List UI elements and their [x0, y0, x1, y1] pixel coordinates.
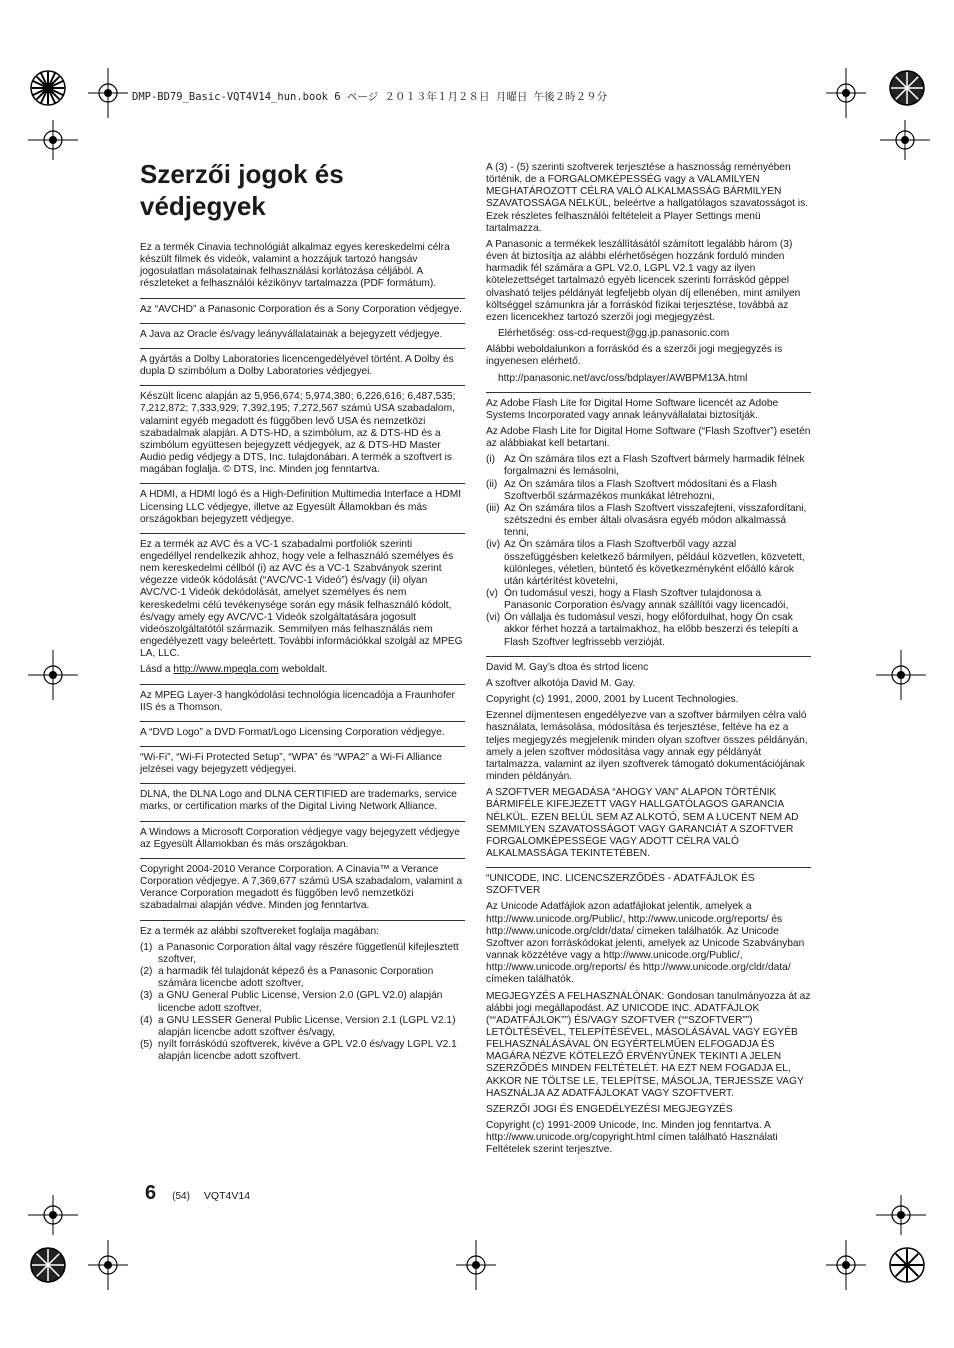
flash-section: [486, 398, 811, 657]
paragraph: Az Adobe Flash Lite for Digital Home Software (“Flash Szoftver”) esetén az alábbiakat kell betartani.: [486, 425, 811, 450]
print-header: DMP-BD79_Basic-VQT4V14_hun.book 6 ページ ２０１３年１月２８日 月曜日 午後２時２９分: [132, 91, 608, 103]
document-code: VQT4V14: [203, 1190, 251, 1202]
page-title-line-1: Szerzői jogok és: [140, 159, 344, 189]
dvd-logo-notice: [140, 727, 465, 747]
see-prefix: Lásd a: [140, 664, 174, 676]
registration-mark-bottom-right-icon: [887, 1245, 927, 1285]
list-item-text: Az Ön számára tilos a Flash Szoftverből vagy azzal összefüggésben keletkező bármilyen, például közvetlen, közvetett, különleges, véletlen, büntető és következményként előálló károk után kártérítést követelni,: [504, 539, 805, 587]
avchd-notice: [140, 304, 465, 324]
list-item: [140, 990, 465, 1014]
paragraph: A gyártás a Dolby Laboratories licencengedélyével történt. A Dolby és dupla D szimbólum a Dolby Laboratories védjegyei.: [140, 353, 454, 378]
crosshair-mark-right-bottom-icon: [876, 1195, 926, 1235]
list-item-text: nyílt forráskódú szoftverek, kivéve a GPL V2.0 és/vagy LGPL V2.1 alapján licencbe adott szoftvert.: [158, 1038, 457, 1063]
list-item-text: Az Ön számára tilos a Flash Szoftvert módosítani és a Flash Szoftverből származékos munkákat létrehozni,: [504, 478, 777, 502]
list-item-text: Az Ön számára tilos a Flash Szoftvert visszafejteni, visszafordítani, szétszedni és ember általi olvasásra egyéb módon alkalmassá tenni,: [504, 502, 807, 539]
paragraph: Az Unicode Adatfájlok azon adatfájlokat jelentik, amelyek a http://www.unicode.org/Public/, http://www.unicode.org/reports/ és http://www.unicode.org/cldr/data/ címeken találhatók. Az Unicode Szoftver azon forráskódokat jelenti, amelyek az Unicode Szabványban vannak közzétéve vagy a http://www.unicode.org/Public/, http://www.unicode.org/reports/ és http://www.unicode.org/cldr/data/ címeken találhatók.: [486, 901, 805, 986]
paragraph: Ez a termék Cinavia technológiát alkalmaz egyes kereskedelmi célra készült filmek és videók, valamint a hozzájuk tartozó hangsáv jogosulatlan másolatainak felhasználási korlátozása céljából. A részleteket a felhasználói kézikönyv tartalmazza (PDF formátum).: [140, 242, 450, 290]
paragraph: Copyright (c) 1991-2009 Unicode, Inc. Minden jog fenntartva. A http://www.unicode.org/copyright.html címen található Használati Feltételek szerint terjesztve.: [486, 1120, 778, 1156]
paragraph: SZERZŐI JOGI ÉS ENGEDÉLYEZÉSI MEGJEGYZÉS: [486, 1103, 733, 1115]
list-item: [486, 612, 811, 648]
list-item: [140, 942, 465, 966]
crosshair-mark-right-middle-icon: [876, 650, 926, 700]
list-item: [486, 454, 811, 478]
list-item: [140, 966, 465, 990]
list-item-number: (ii): [486, 478, 498, 490]
list-item-text: Ön tudomásul veszi, hogy a Flash Szoftver tulajdonosa a Panasonic Corporation és/vagy annak szállítói vagy licencadói,: [504, 588, 789, 612]
paragraph: Az MPEG Layer-3 hangkódolási technológia licencadója a Fraunhofer IIS és a Thomson.: [140, 689, 455, 713]
page-title: [140, 158, 465, 222]
crosshair-mark-top-left-icon: [88, 68, 128, 118]
list-item-number: (vi): [486, 612, 501, 624]
paragraph: Ez a termék az alábbi szoftvereket foglalja magában:: [140, 925, 379, 937]
dtoa-section: [486, 662, 811, 868]
page-number: 6: [145, 1182, 157, 1204]
registration-mark-top-right-icon: [887, 68, 927, 108]
cinavia-notice: [140, 242, 465, 299]
hdmi-notice: [140, 489, 465, 533]
page-reference: (54): [172, 1191, 190, 1202]
paragraph: Alábbi weboldalunkon a forráskód és a szerzői jogi megjegyzés is ingyenesen elérhető.: [486, 344, 783, 368]
mp3-notice: [140, 690, 465, 722]
java-notice: [140, 329, 465, 349]
list-item-text: a GNU General Public License, Version 2.0 (GPL V2.0) alapján licencbe adott szoftver,: [158, 990, 443, 1014]
paragraph: A (3) - (5) szerinti szoftverek terjesztése a hasznosság reményében történik, de a FORGALOMKÉPESSÉG vagy a VALAMILYEN MEGHATÁROZOTT CÉLRA VALÓ ALKALMASSÁG BÁRMILYEN SZAVATOSSÁGA NÉLKÜL, beleértve a hallgatólagos szavatosságot is. Ezek részletes felhasználói feltételeit a Player Settings menü tartalmazza.: [486, 162, 809, 234]
paragraph: A SZOFTVER MEGADÁSA “AHOGY VAN” ALAPON TÖRTÉNIK BÁRMIFÉLE KIFEJEZETT VAGY HALLGATÓLAGOS GARANCIA NÉLKÜL. EZEN BELÜL SEM AZ ALKOTÓ, SEM A LUCENT NEM AD SEMMILYEN SZAVATOSSÁGOT VAGY GARANCIÁT A SZOFTVER FORGALOMKÉPESSÉGE VAGY ADOTT CÉLRA VALÓ ALKALMASSÁGA TEKINTETÉBEN.: [486, 787, 799, 859]
paragraph: A szoftver alkotója David M. Gay.: [486, 677, 636, 689]
list-item-text: a GNU LESSER General Public License, Version 2.1 (LGPL V2.1) alapján licencbe adott szoftver és/vagy,: [158, 1014, 456, 1038]
list-item-number: (v): [486, 588, 498, 599]
paragraph: “Wi-Fi”, “Wi-Fi Protected Setup”, “WPA” és “WPA2” a Wi-Fi Alliance jelzései vagy bejegyzett védjegyei.: [140, 752, 442, 776]
software-list: [140, 942, 465, 1064]
paragraph: A Windows a Microsoft Corporation védjegye vagy bejegyzett védjegye az Egyesült Államokban és más országokban.: [140, 826, 460, 850]
page-title-line-2: védjegyek: [140, 191, 266, 221]
list-item-number: (2): [140, 966, 153, 978]
software-list-section: [140, 926, 465, 1071]
gpl-section: [486, 162, 811, 393]
list-item-number: (5): [140, 1038, 153, 1050]
crosshair-mark-top-right-icon: [826, 68, 866, 118]
paragraph: A Java az Oracle és/vagy leányvállalatainak a bejegyzett védjegye.: [140, 328, 443, 340]
left-column: [140, 158, 465, 1075]
wifi-notice: [140, 752, 465, 784]
crosshair-mark-bottom-left-icon: [88, 1240, 128, 1290]
crosshair-mark-left-bottom-icon: [28, 1195, 78, 1235]
paragraph: A Panasonic a termékek leszállításától számított legalább három (3) éven át biztosítja az alábbi elérhetőségen hozzánk forduló minden harmadik fél számára a GPL V2.0, LGPL V2.1 vagy az ilyen kötelezettséget tartalmazó egyéb licencek szerinti forráskód géppel olvasható teljes példányát legfeljebb olyan díj ellenében, mint amilyen költséggel számunkra jár a forráskód fizikai terjesztése, továbbá az ezen licencekhez tartozó szerzői jogi megjegyzést.: [486, 238, 801, 323]
list-item-text: Ön vállalja és tudomásul veszi, hogy előfordulhat, hogy Ön csak akkor férhet hozzá a tartalmakhoz, ha előbb beszerzi és telepíti a Flash Szoftver legfrissebb verzióját.: [504, 612, 798, 648]
list-item-number: (iii): [486, 502, 500, 514]
list-item: [486, 503, 811, 539]
list-item: [486, 539, 811, 588]
crosshair-mark-right-top-icon: [880, 120, 930, 160]
list-item: [140, 1015, 465, 1039]
paragraph: David M. Gay’s dtoa és strtod licenc: [486, 661, 649, 673]
list-item: [486, 479, 811, 503]
crosshair-mark-bottom-center-icon: [456, 1240, 496, 1290]
paragraph: MEGJEGYZÉS A FELHASZNÁLÓNAK: Gondosan tanulmányozza át az alábbi jogi megállapodást. AZ UNICODE INC. ADATFÁJLOK (““ADATFÁJLOK””) ÉS/VAGY SZOFTVER (““SZOFTVER””) LETÖLTÉSÉVEL, TELEPÍTÉSÉVEL, MÁSOLÁSÁVAL VAGY EGYÉB FELHASZNÁLÁSÁVAL ÖN EGYÉRTELMŰEN ELFOGADJA ÉS MAGÁRA NÉZVE KÖTELEZŐ ÉRVÉNYŰNEK TEKINTI A JELEN SZERZŐDÉS MINDEN FELTÉTELÉT. HA EZT NEM FOGADJA EL, AKKOR NE TÖLTSE LE, TELEPÍTSE, MÁSOLJA, TERJESSZE VAGY HASZNÁLJA AZ ADATFÁJLOKAT VAGY SZOFTVERT.: [486, 990, 811, 1099]
list-item-text: Az Ön számára tilos ezt a Flash Szoftvert bármely harmadik félnek forgalmazni és lemásolni,: [504, 454, 805, 478]
avc-vc1-notice: [140, 539, 465, 685]
right-column: [486, 162, 811, 1169]
verance-notice: [140, 864, 465, 921]
paragraph: A “DVD Logo” a DVD Format/Logo Licensing Corporation védjegye.: [140, 726, 445, 738]
list-item-number: (4): [140, 1014, 153, 1026]
paragraph: Ez a termék az AVC és a VC-1 szabadalmi portfoliók szerinti engedéllyel rendelkezik ahhoz, hogy vele a felhasználó személyes és nem kereskedelmi céllból (i) az AVC és a VC-1 Szabványok szerint végezze videók kódolását (“AVC/VC-1 Videó”) és/vagy (ii) olyan AVC/VC-1 Videók dekódolását, amelyet személyes és nem kereskedelmi célú tevékenysége során egy másik felhasználó kódolt, és/vagy amely egy AVC/VC-1 Videók szolgáltatására jogosult videószolgáltatótól származik. Semmilyen más felhasználás nem engedélyezett vagy beleértett. További információkkal szolgál az MPEG LA, LLC.: [140, 538, 463, 660]
list-item: [140, 1039, 465, 1063]
see-suffix: weboldalt.: [278, 664, 328, 676]
section-heading: “UNICODE, INC. LICENCSZERZŐDÉS - ADATFÁJLOK ÉS SZOFTVER: [486, 873, 755, 897]
list-item-text: a Panasonic Corporation által vagy részére függetlenül kifejlesztett szoftver,: [158, 941, 459, 965]
paragraph: Copyright (c) 1991, 2000, 2001 by Lucent Technologies.: [486, 694, 739, 706]
registration-mark-bottom-left-icon: [28, 1245, 68, 1285]
mpegla-see-line: [140, 664, 465, 676]
dolby-notice: [140, 354, 465, 386]
list-item-number: (3): [140, 990, 153, 1002]
source-url[interactable]: http://panasonic.net/avc/oss/bdplayer/AWBPM13A.html: [498, 372, 748, 384]
contact-line: Elérhetőség: oss-cd-request@gg.jp.panasonic.com: [498, 328, 730, 340]
crosshair-mark-left-top-icon: [28, 120, 78, 160]
paragraph: Az Adobe Flash Lite for Digital Home Software licencét az Adobe Systems Incorporated vagy annak leányvállalatai biztosítják.: [486, 397, 779, 421]
registration-mark-top-left-icon: [28, 68, 68, 108]
paragraph: Készült licenc alapján az 5,956,674; 5,974,380; 6,226,616; 6,487,535; 7,212,872; 7,333,929; 7,392,195; 7,272,567 számú USA szabadalom, valamint egyéb megadott és függőben levő USA és nemzetközi szabadalmak alapján. A DTS-HD, a szimbólum, az & DTS-HD és a szimbólum együttesen bejegyzett védjegyek, az & DTS-HD Master Audio pedig védjegy a DTS, Inc. tulajdonában. A termék a szoftvert is magában foglalja. © DTS, Inc. Minden jog fenntartva.: [140, 391, 456, 476]
list-item-text: a harmadik fél tulajdonát képező és a Panasonic Corporation számára licencbe adott szoftver,: [158, 966, 434, 990]
mpegla-link[interactable]: http://www.mpegla.com: [173, 664, 279, 676]
unicode-section: [486, 873, 811, 1163]
dlna-notice: [140, 789, 465, 821]
list-item-number: (iv): [486, 539, 501, 551]
dts-notice: [140, 391, 465, 484]
list-item-number: (i): [486, 454, 496, 466]
windows-notice: [140, 827, 465, 859]
page-footer: [145, 1182, 250, 1205]
crosshair-mark-bottom-right-icon: [826, 1240, 866, 1290]
paragraph: DLNA, the DLNA Logo and DLNA CERTIFIED are trademarks, service marks, or certification marks of the Digital Living Network Alliance.: [140, 789, 457, 813]
paragraph: Copyright 2004-2010 Verance Corporation. A Cinavia™ a Verance Corporation védjegye. A 7,369,677 számú USA szabadalom, valamint a Verance Corporation megadott és függőben levő nemzetközi szabadalmai alapján védve. Minden jog fenntartva.: [140, 863, 463, 912]
paragraph: Ezennel díjmentesen engedélyezve van a szoftver bármilyen célra való használata, lemásolása, módosítása és terjesztése, feltéve ha ez a teljes megjegyzés megjelenik minden olyan szoftver összes példányán, amely a jelen szoftver módosítása vagy annak egy példányát tartalmazza, valamint az ilyen szoftverek támogató dokumentációjának minden példányán.: [486, 710, 808, 783]
crosshair-mark-left-middle-icon: [28, 650, 78, 700]
paragraph: A HDMI, a HDMI logó és a High-Definition Multimedia Interface a HDMI Licensing LLC védjegye, illetve az Egyesült Államokban és más országokban bejegyzett védjegye.: [140, 489, 462, 525]
list-item: [486, 588, 811, 612]
list-item-number: (1): [140, 941, 153, 953]
flash-conditions-list: [486, 454, 811, 649]
paragraph: Az “AVCHD” a Panasonic Corporation és a Sony Corporation védjegye.: [140, 303, 463, 315]
